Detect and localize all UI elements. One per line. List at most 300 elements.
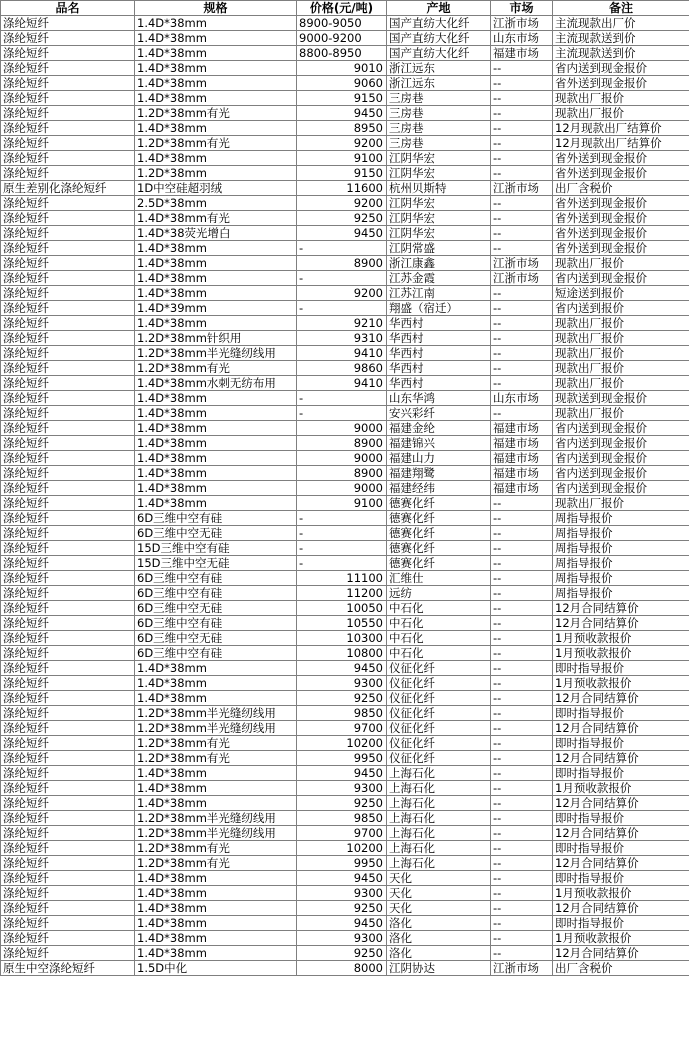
cell-origin: 江阴华宏	[387, 151, 491, 166]
cell-note: 省内送到现金报价	[553, 421, 689, 436]
cell-spec: 1.4D*38mm	[135, 766, 297, 781]
cell-origin: 天化	[387, 871, 491, 886]
cell-price: -	[297, 406, 387, 421]
cell-spec: 1.4D*38mm	[135, 796, 297, 811]
cell-market: --	[491, 511, 553, 526]
table-row	[1, 601, 689, 616]
cell-price: 9150	[297, 91, 387, 106]
cell-note: 12月合同结算价	[553, 691, 689, 706]
cell-note: 省外送到现金报价	[553, 241, 689, 256]
table-row	[1, 901, 689, 916]
cell-origin: 远纺	[387, 586, 491, 601]
cell-price: 9250	[297, 901, 387, 916]
cell-origin: 德赛化纤	[387, 496, 491, 511]
cell-product: 涤纶短纤	[1, 601, 135, 616]
cell-note: 1月预收款报价	[553, 676, 689, 691]
cell-price: -	[297, 241, 387, 256]
cell-origin: 上海石化	[387, 781, 491, 796]
cell-spec: 1.2D*38mm有光	[135, 106, 297, 121]
cell-spec: 1.4D*38mm水刺无纺布用	[135, 376, 297, 391]
cell-note: 省内送到现金报价	[553, 436, 689, 451]
cell-spec: 1.4D*38mm	[135, 916, 297, 931]
cell-note: 省内送到现金报价	[553, 61, 689, 76]
cell-market: --	[491, 796, 553, 811]
table-row	[1, 571, 689, 586]
cell-note: 12月现款出厂结算价	[553, 136, 689, 151]
cell-product: 原生差别化涤纶短纤	[1, 181, 135, 196]
cell-price: 9100	[297, 496, 387, 511]
table-row	[1, 121, 689, 136]
table-row	[1, 331, 689, 346]
header-origin: 产地	[387, 1, 491, 16]
cell-note: 即时指导报价	[553, 766, 689, 781]
cell-origin: 三房巷	[387, 91, 491, 106]
table-row	[1, 676, 689, 691]
cell-market: 福建市场	[491, 46, 553, 61]
cell-note: 省内送到现金报价	[553, 466, 689, 481]
cell-market: 福建市场	[491, 466, 553, 481]
cell-product: 涤纶短纤	[1, 406, 135, 421]
cell-spec: 6D三维中空有硅	[135, 571, 297, 586]
cell-origin: 德赛化纤	[387, 541, 491, 556]
cell-note: 12月合同结算价	[553, 601, 689, 616]
cell-price: 10800	[297, 646, 387, 661]
table-row	[1, 31, 689, 46]
cell-product: 涤纶短纤	[1, 901, 135, 916]
cell-price: 11100	[297, 571, 387, 586]
cell-note: 出厂含税价	[553, 961, 689, 976]
cell-price: 9450	[297, 106, 387, 121]
cell-note: 1月预收款报价	[553, 886, 689, 901]
table-row	[1, 706, 689, 721]
cell-product: 涤纶短纤	[1, 586, 135, 601]
cell-origin: 德赛化纤	[387, 526, 491, 541]
cell-spec: 1.2D*38mm有光	[135, 736, 297, 751]
cell-note: 省外送到现金报价	[553, 196, 689, 211]
cell-note: 现款出厂报价	[553, 331, 689, 346]
cell-market: --	[491, 196, 553, 211]
cell-spec: 6D三维中空无硅	[135, 601, 297, 616]
cell-spec: 1.2D*38mm半光缝纫线用	[135, 721, 297, 736]
cell-origin: 江苏江南	[387, 286, 491, 301]
cell-product: 涤纶短纤	[1, 841, 135, 856]
cell-market: 福建市场	[491, 421, 553, 436]
cell-product: 涤纶短纤	[1, 91, 135, 106]
cell-origin: 福建翔鹭	[387, 466, 491, 481]
cell-price: 10200	[297, 841, 387, 856]
table-row	[1, 136, 689, 151]
cell-note: 12月合同结算价	[553, 856, 689, 871]
cell-note: 即时指导报价	[553, 661, 689, 676]
cell-note: 主流现款出厂价	[553, 16, 689, 31]
cell-note: 省内送到现金报价	[553, 451, 689, 466]
header-market: 市场	[491, 1, 553, 16]
cell-product: 涤纶短纤	[1, 106, 135, 121]
cell-product: 涤纶短纤	[1, 736, 135, 751]
cell-spec: 1.2D*38mm半光缝纫线用	[135, 706, 297, 721]
cell-product: 涤纶短纤	[1, 136, 135, 151]
cell-product: 涤纶短纤	[1, 496, 135, 511]
table-row	[1, 391, 689, 406]
table-row	[1, 241, 689, 256]
cell-note: 主流现款送到价	[553, 31, 689, 46]
cell-origin: 福建锦兴	[387, 436, 491, 451]
cell-spec: 1.2D*38mm	[135, 166, 297, 181]
cell-spec: 1.4D*38mm	[135, 946, 297, 961]
cell-price: 9100	[297, 151, 387, 166]
cell-price: 9150	[297, 166, 387, 181]
cell-price: 11600	[297, 181, 387, 196]
cell-spec: 2.5D*38mm	[135, 196, 297, 211]
cell-origin: 国产直纺大化纤	[387, 46, 491, 61]
cell-product: 涤纶短纤	[1, 541, 135, 556]
header-price: 价格(元/吨)	[297, 1, 387, 16]
cell-spec: 15D三维中空无硅	[135, 556, 297, 571]
cell-origin: 上海石化	[387, 856, 491, 871]
cell-note: 即时指导报价	[553, 811, 689, 826]
cell-spec: 15D三维中空有硅	[135, 541, 297, 556]
cell-market: --	[491, 361, 553, 376]
cell-market: --	[491, 496, 553, 511]
cell-product: 涤纶短纤	[1, 556, 135, 571]
cell-spec: 1.4D*38mm	[135, 661, 297, 676]
header-note: 备注	[553, 1, 689, 16]
cell-price: 9300	[297, 781, 387, 796]
table-row	[1, 211, 689, 226]
cell-market: --	[491, 721, 553, 736]
cell-market: --	[491, 676, 553, 691]
cell-note: 1月预收款报价	[553, 781, 689, 796]
cell-spec: 1.4D*38mm	[135, 421, 297, 436]
cell-spec: 1.4D*38mm	[135, 316, 297, 331]
table-row	[1, 496, 689, 511]
cell-market: --	[491, 301, 553, 316]
cell-origin: 中石化	[387, 646, 491, 661]
cell-origin: 福建金纶	[387, 421, 491, 436]
cell-spec: 1.4D*38mm	[135, 496, 297, 511]
table-row	[1, 76, 689, 91]
cell-origin: 江阴华宏	[387, 196, 491, 211]
table-row	[1, 811, 689, 826]
cell-price: 9000	[297, 421, 387, 436]
cell-spec: 1.2D*38mm半光缝纫线用	[135, 346, 297, 361]
cell-price: 9410	[297, 376, 387, 391]
cell-spec: 1.4D*38mm	[135, 691, 297, 706]
cell-note: 周指导报价	[553, 586, 689, 601]
cell-spec: 1.4D*38mm	[135, 871, 297, 886]
header-product: 品名	[1, 1, 135, 16]
cell-price: 8800-8950	[297, 46, 387, 61]
cell-note: 12月合同结算价	[553, 901, 689, 916]
cell-price: 9250	[297, 691, 387, 706]
cell-origin: 华西村	[387, 346, 491, 361]
table-row	[1, 721, 689, 736]
cell-market: --	[491, 811, 553, 826]
table-row	[1, 196, 689, 211]
cell-origin: 江阴常盛	[387, 241, 491, 256]
cell-note: 12月合同结算价	[553, 616, 689, 631]
cell-price: 10050	[297, 601, 387, 616]
cell-origin: 华西村	[387, 361, 491, 376]
table-row	[1, 856, 689, 871]
cell-price: 9300	[297, 931, 387, 946]
cell-market: --	[491, 586, 553, 601]
cell-note: 现款出厂报价	[553, 91, 689, 106]
cell-note: 即时指导报价	[553, 736, 689, 751]
cell-spec: 1.4D*38mm	[135, 391, 297, 406]
cell-origin: 福建经纬	[387, 481, 491, 496]
cell-price: 8900	[297, 256, 387, 271]
cell-market: --	[491, 736, 553, 751]
cell-market: 江浙市场	[491, 271, 553, 286]
cell-note: 现款出厂报价	[553, 406, 689, 421]
cell-price: 11200	[297, 586, 387, 601]
cell-market: 山东市场	[491, 391, 553, 406]
cell-market: --	[491, 556, 553, 571]
cell-note: 主流现款送到价	[553, 46, 689, 61]
cell-origin: 江阴华宏	[387, 226, 491, 241]
cell-note: 省外送到现金报价	[553, 76, 689, 91]
cell-origin: 安兴彩纤	[387, 406, 491, 421]
cell-market: 福建市场	[491, 436, 553, 451]
table-row	[1, 46, 689, 61]
cell-spec: 1.4D*38mm有光	[135, 211, 297, 226]
cell-spec: 1.4D*38mm	[135, 76, 297, 91]
cell-spec: 1.4D*38mm	[135, 121, 297, 136]
cell-price: 9060	[297, 76, 387, 91]
table-row	[1, 511, 689, 526]
cell-origin: 国产直纺大化纤	[387, 31, 491, 46]
table-row	[1, 541, 689, 556]
cell-price: 9250	[297, 796, 387, 811]
table-row	[1, 466, 689, 481]
cell-spec: 1.4D*38mm	[135, 31, 297, 46]
cell-price: 9200	[297, 196, 387, 211]
cell-product: 涤纶短纤	[1, 946, 135, 961]
cell-note: 现款出厂报价	[553, 346, 689, 361]
cell-price: 9700	[297, 721, 387, 736]
cell-spec: 6D三维中空无硅	[135, 526, 297, 541]
cell-product: 涤纶短纤	[1, 691, 135, 706]
cell-product: 涤纶短纤	[1, 481, 135, 496]
cell-product: 涤纶短纤	[1, 646, 135, 661]
cell-spec: 6D三维中空有硅	[135, 511, 297, 526]
cell-market: --	[491, 76, 553, 91]
cell-price: 9850	[297, 706, 387, 721]
cell-price: 9200	[297, 286, 387, 301]
table-row	[1, 841, 689, 856]
cell-price: 9950	[297, 751, 387, 766]
cell-spec: 1.4D*38mm	[135, 901, 297, 916]
cell-note: 现款出厂报价	[553, 496, 689, 511]
cell-market: --	[491, 91, 553, 106]
table-row	[1, 886, 689, 901]
cell-note: 周指导报价	[553, 556, 689, 571]
cell-price: 9950	[297, 856, 387, 871]
cell-origin: 仪征化纤	[387, 736, 491, 751]
cell-market: --	[491, 241, 553, 256]
cell-origin: 山东华鸿	[387, 391, 491, 406]
cell-price: 9300	[297, 886, 387, 901]
cell-note: 现款出厂报价	[553, 256, 689, 271]
cell-origin: 华西村	[387, 376, 491, 391]
cell-origin: 江阴协达	[387, 961, 491, 976]
cell-price: 10200	[297, 736, 387, 751]
cell-note: 1月预收款报价	[553, 631, 689, 646]
cell-origin: 江苏金霞	[387, 271, 491, 286]
cell-price: 9210	[297, 316, 387, 331]
cell-origin: 江阴华宏	[387, 166, 491, 181]
cell-product: 原生中空涤纶短纤	[1, 961, 135, 976]
cell-price: 8000	[297, 961, 387, 976]
cell-market: --	[491, 226, 553, 241]
cell-market: --	[491, 646, 553, 661]
table-row	[1, 166, 689, 181]
cell-product: 涤纶短纤	[1, 76, 135, 91]
cell-origin: 洛化	[387, 931, 491, 946]
cell-spec: 6D三维中空有硅	[135, 646, 297, 661]
cell-product: 涤纶短纤	[1, 826, 135, 841]
cell-spec: 1.4D*38mm	[135, 931, 297, 946]
cell-origin: 上海石化	[387, 796, 491, 811]
table-row	[1, 826, 689, 841]
cell-spec: 1.2D*38mm半光缝纫线用	[135, 826, 297, 841]
cell-price: 9860	[297, 361, 387, 376]
cell-origin: 仪征化纤	[387, 661, 491, 676]
cell-spec: 1.4D*38mm	[135, 481, 297, 496]
cell-price: 10300	[297, 631, 387, 646]
cell-note: 省内送到现金报价	[553, 481, 689, 496]
table-row	[1, 346, 689, 361]
cell-product: 涤纶短纤	[1, 856, 135, 871]
table-row	[1, 436, 689, 451]
cell-spec: 1.4D*38mm	[135, 286, 297, 301]
cell-spec: 6D三维中空无硅	[135, 631, 297, 646]
cell-market: --	[491, 61, 553, 76]
table-row	[1, 751, 689, 766]
table-row	[1, 796, 689, 811]
cell-note: 省外送到现金报价	[553, 151, 689, 166]
cell-note: 12月合同结算价	[553, 751, 689, 766]
cell-market: --	[491, 541, 553, 556]
cell-origin: 翔盛（宿迁）	[387, 301, 491, 316]
cell-price: 9010	[297, 61, 387, 76]
cell-market: --	[491, 841, 553, 856]
cell-spec: 1.4D*38荧光增白	[135, 226, 297, 241]
cell-market: 江浙市场	[491, 256, 553, 271]
table-row	[1, 91, 689, 106]
cell-note: 12月合同结算价	[553, 946, 689, 961]
cell-note: 周指导报价	[553, 541, 689, 556]
cell-product: 涤纶短纤	[1, 196, 135, 211]
cell-market: --	[491, 691, 553, 706]
table-row	[1, 316, 689, 331]
header-spec: 规格	[135, 1, 297, 16]
cell-origin: 仪征化纤	[387, 691, 491, 706]
cell-note: 省外送到现金报价	[553, 166, 689, 181]
cell-market: 山东市场	[491, 31, 553, 46]
cell-market: --	[491, 871, 553, 886]
cell-market: --	[491, 346, 553, 361]
cell-market: --	[491, 616, 553, 631]
table-row	[1, 286, 689, 301]
cell-product: 涤纶短纤	[1, 436, 135, 451]
cell-spec: 1.4D*38mm	[135, 466, 297, 481]
cell-market: --	[491, 916, 553, 931]
cell-product: 涤纶短纤	[1, 916, 135, 931]
cell-origin: 三房巷	[387, 106, 491, 121]
table-row	[1, 181, 689, 196]
cell-spec: 6D三维中空有硅	[135, 586, 297, 601]
cell-price: 9200	[297, 136, 387, 151]
cell-origin: 福建山力	[387, 451, 491, 466]
cell-product: 涤纶短纤	[1, 346, 135, 361]
cell-spec: 1.5D中化	[135, 961, 297, 976]
cell-product: 涤纶短纤	[1, 256, 135, 271]
cell-market: --	[491, 121, 553, 136]
cell-origin: 三房巷	[387, 121, 491, 136]
cell-price: 8900	[297, 466, 387, 481]
cell-note: 省外送到现金报价	[553, 211, 689, 226]
cell-origin: 浙江康鑫	[387, 256, 491, 271]
cell-origin: 上海石化	[387, 811, 491, 826]
cell-market: --	[491, 886, 553, 901]
cell-note: 12月合同结算价	[553, 721, 689, 736]
table-row	[1, 556, 689, 571]
cell-origin: 国产直纺大化纤	[387, 16, 491, 31]
table-row	[1, 616, 689, 631]
cell-price: 9300	[297, 676, 387, 691]
table-row	[1, 871, 689, 886]
cell-spec: 1.2D*38mm半光缝纫线用	[135, 811, 297, 826]
cell-origin: 中石化	[387, 631, 491, 646]
cell-origin: 华西村	[387, 316, 491, 331]
cell-market: --	[491, 706, 553, 721]
cell-product: 涤纶短纤	[1, 121, 135, 136]
cell-product: 涤纶短纤	[1, 721, 135, 736]
cell-price: -	[297, 271, 387, 286]
cell-product: 涤纶短纤	[1, 31, 135, 46]
cell-price: 9450	[297, 916, 387, 931]
cell-market: --	[491, 601, 553, 616]
cell-price: -	[297, 526, 387, 541]
cell-price: 9410	[297, 346, 387, 361]
table-row	[1, 271, 689, 286]
cell-spec: 1.4D*38mm	[135, 406, 297, 421]
cell-spec: 1.2D*38mm有光	[135, 361, 297, 376]
cell-spec: 1.4D*38mm	[135, 151, 297, 166]
table-row	[1, 361, 689, 376]
cell-market: --	[491, 106, 553, 121]
cell-market: --	[491, 751, 553, 766]
cell-spec: 1.4D*38mm	[135, 436, 297, 451]
cell-note: 周指导报价	[553, 571, 689, 586]
cell-product: 涤纶短纤	[1, 706, 135, 721]
table-row	[1, 61, 689, 76]
cell-product: 涤纶短纤	[1, 931, 135, 946]
cell-market: --	[491, 166, 553, 181]
table-row	[1, 646, 689, 661]
cell-price: 8900-9050	[297, 16, 387, 31]
cell-price: 9310	[297, 331, 387, 346]
cell-market: 福建市场	[491, 451, 553, 466]
cell-origin: 江阴华宏	[387, 211, 491, 226]
cell-spec: 1.4D*38mm	[135, 241, 297, 256]
table-row	[1, 631, 689, 646]
cell-spec: 6D三维中空有硅	[135, 616, 297, 631]
table-row	[1, 301, 689, 316]
cell-spec: 1.4D*38mm	[135, 256, 297, 271]
